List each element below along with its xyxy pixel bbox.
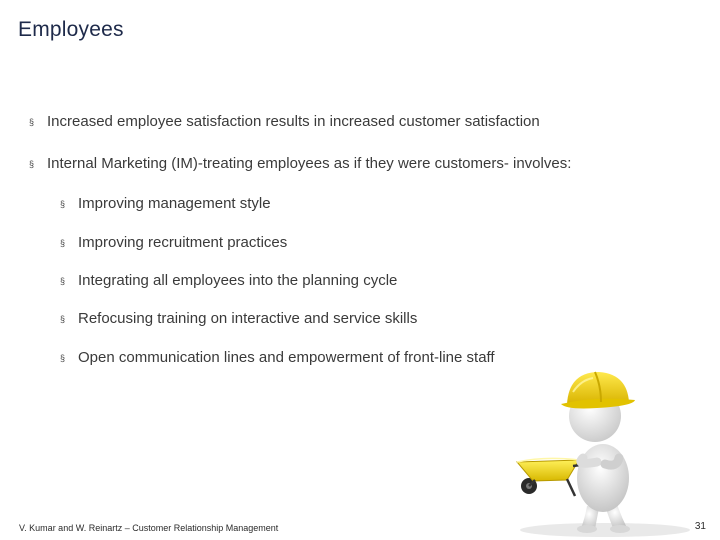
bullet-marker: § bbox=[60, 199, 66, 209]
bullet-marker: § bbox=[29, 159, 35, 169]
bullet-marker: § bbox=[60, 314, 66, 324]
bullet-item bbox=[29, 155, 572, 172]
sub-bullet-item bbox=[60, 272, 398, 289]
sub-bullet-text: Open communication lines and empowerment of front-line staff bbox=[78, 349, 495, 366]
bullet-item bbox=[29, 113, 540, 130]
sub-bullet-text: Improving recruitment practices bbox=[78, 234, 288, 251]
sub-bullet-item bbox=[60, 349, 495, 366]
page-number: 31 bbox=[694, 521, 706, 532]
sub-bullet-item bbox=[60, 195, 271, 212]
sub-bullet-text: Refocusing training on interactive and service skills bbox=[78, 310, 418, 327]
footer-citation: V. Kumar and W. Reinartz – Customer Relationship Management bbox=[19, 523, 279, 533]
worker-with-wheelbarrow-icon bbox=[505, 358, 715, 540]
bullet-text: Increased employee satisfaction results in increased customer satisfaction bbox=[47, 113, 540, 130]
slide-title: Employees bbox=[18, 18, 124, 41]
sub-bullet-text: Improving management style bbox=[78, 195, 271, 212]
bullet-text: Internal Marketing (IM)-treating employees as if they were customers- involves: bbox=[47, 155, 572, 172]
hard-hat bbox=[561, 372, 635, 409]
bullet-marker: § bbox=[60, 276, 66, 286]
sub-bullet-item bbox=[60, 234, 288, 251]
bullet-marker: § bbox=[29, 117, 35, 127]
sub-bullet-item bbox=[60, 310, 418, 327]
sub-bullet-text: Integrating all employees into the planning cycle bbox=[78, 272, 398, 289]
bullet-marker: § bbox=[60, 238, 66, 248]
bullet-marker: § bbox=[60, 353, 66, 363]
